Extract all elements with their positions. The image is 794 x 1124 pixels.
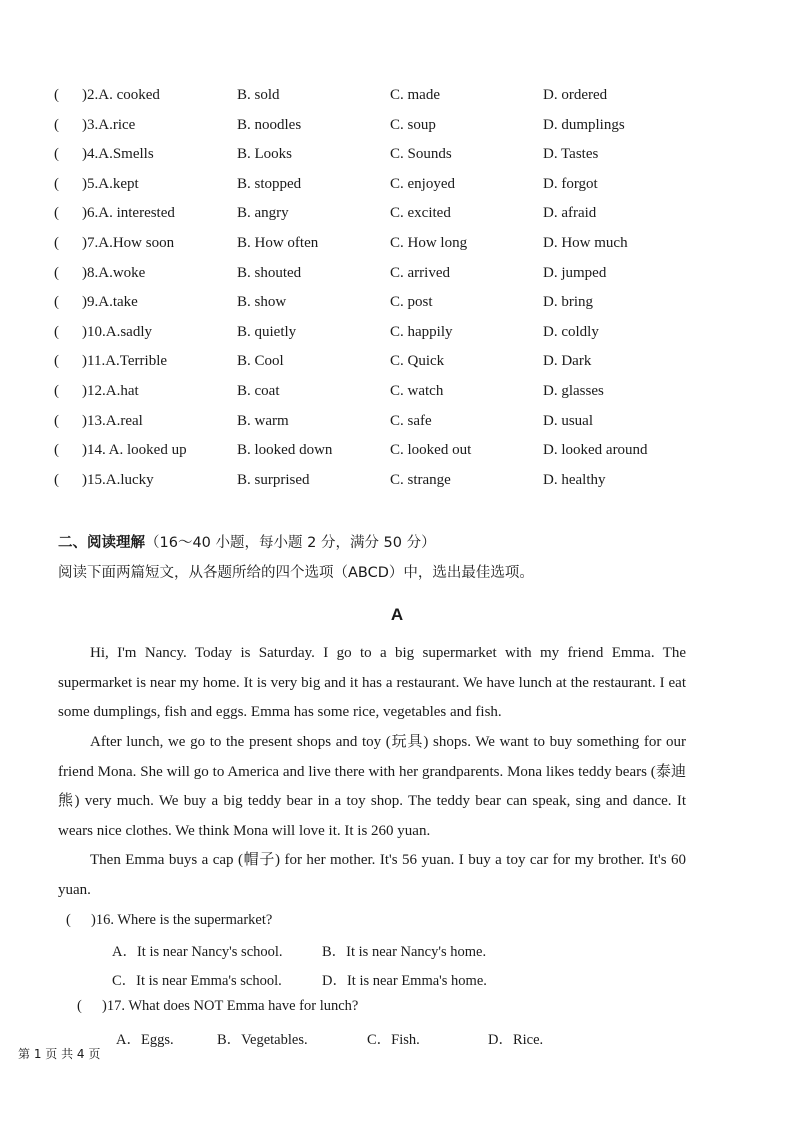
- cloze-option-c[interactable]: C. happily: [390, 323, 453, 340]
- cloze-row: [0, 324, 794, 350]
- cloze-row: [0, 205, 794, 231]
- cloze-option-a[interactable]: )6.A. interested: [82, 205, 175, 222]
- answer-blank[interactable]: (: [54, 442, 59, 459]
- answer-blank[interactable]: (: [54, 412, 59, 429]
- cloze-option-d[interactable]: D. coldly: [543, 323, 599, 340]
- cloze-option-d[interactable]: D. usual: [543, 412, 593, 429]
- answer-blank[interactable]: (: [54, 323, 59, 340]
- cloze-row: [0, 413, 794, 439]
- cloze-row: [0, 383, 794, 409]
- answer-blank[interactable]: (: [54, 87, 59, 103]
- section-instruction: 阅读下面两篇短文，从各题所给的四个选项（ABCD）中，选出最佳选项。: [58, 565, 534, 581]
- cloze-row: [0, 176, 794, 202]
- cloze-option-c[interactable]: C. arrived: [390, 264, 450, 281]
- cloze-option-c[interactable]: C. Quick: [390, 353, 445, 370]
- cloze-option-d[interactable]: D. Dark: [543, 353, 592, 370]
- cloze-row: [0, 146, 794, 172]
- answer-blank-q16[interactable]: (: [66, 912, 71, 928]
- cloze-option-d[interactable]: D. jumped: [543, 264, 607, 281]
- question-16-option-b[interactable]: B．It is near Nancy's home.: [322, 944, 487, 960]
- answer-blank[interactable]: (: [54, 383, 59, 399]
- cloze-option-d[interactable]: D. bring: [543, 294, 593, 311]
- cloze-option-a[interactable]: )8.A.woke: [82, 264, 146, 281]
- answer-blank[interactable]: (: [54, 294, 59, 311]
- cloze-option-b[interactable]: B. looked down: [237, 442, 333, 459]
- cloze-option-d[interactable]: D. forgot: [543, 175, 598, 192]
- cloze-row: [0, 353, 794, 379]
- cloze-option-a[interactable]: )7.A.How soon: [82, 235, 175, 251]
- cloze-option-c[interactable]: C. post: [390, 294, 433, 311]
- cloze-option-b[interactable]: B. warm: [237, 412, 289, 429]
- cloze-option-a[interactable]: )9.A.take: [82, 294, 138, 311]
- cloze-option-d[interactable]: D. looked around: [543, 442, 648, 459]
- question-16-stem: )16. Where is the supermarket?: [91, 912, 273, 928]
- answer-blank[interactable]: (: [54, 205, 59, 222]
- cloze-row: [0, 294, 794, 320]
- passage-paragraph-1: Hi, I'm Nancy. Today is Saturday. I go to a big supermarket with my friend Emma. The supermarket is near my home. It is very big and it has a restaurant. We have lunch at the restaurant. I eat some dumplings, fish and eggs. Emma has some rice, vegetables and fish.: [58, 645, 686, 720]
- cloze-row: [0, 265, 794, 291]
- cloze-option-a[interactable]: )3.A.rice: [82, 116, 136, 133]
- passage-title: A: [390, 605, 404, 624]
- cloze-option-b[interactable]: B. Looks: [237, 146, 293, 163]
- cloze-option-a[interactable]: )2.A. cooked: [82, 87, 160, 103]
- cloze-option-d[interactable]: D. ordered: [543, 87, 608, 103]
- cloze-option-c[interactable]: C. watch: [390, 383, 444, 399]
- cloze-row: [0, 87, 794, 113]
- question-17-option-b[interactable]: B．Vegetables.: [217, 1032, 308, 1048]
- cloze-row: [0, 117, 794, 143]
- cloze-option-c[interactable]: C. looked out: [390, 442, 472, 459]
- answer-blank[interactable]: (: [54, 175, 59, 192]
- section-title-rest: （16～40 小题，每小题 2 分，满分 50 分）: [145, 535, 436, 551]
- cloze-option-c[interactable]: C. enjoyed: [390, 175, 455, 192]
- cloze-option-b[interactable]: B. quietly: [237, 323, 297, 340]
- cloze-option-a[interactable]: )12.A.hat: [82, 383, 139, 399]
- page-footer: 第 1 页 共 4 页: [18, 1047, 101, 1061]
- answer-blank[interactable]: (: [54, 146, 59, 163]
- passage-paragraph-3: Then Emma buys a cap (帽子) for her mother. It's 56 yuan. I buy a toy car for my brother. It's 60 yuan.: [58, 852, 686, 898]
- cloze-option-a[interactable]: )11.A.Terrible: [82, 353, 168, 370]
- cloze-row: [0, 442, 794, 468]
- cloze-option-d[interactable]: D. afraid: [543, 205, 597, 222]
- answer-blank[interactable]: (: [54, 235, 59, 251]
- question-17-option-a[interactable]: A．Eggs.: [116, 1032, 174, 1048]
- cloze-option-d[interactable]: D. Tastes: [543, 146, 599, 163]
- answer-blank[interactable]: (: [54, 471, 59, 488]
- cloze-option-a[interactable]: )15.A.lucky: [82, 471, 154, 488]
- cloze-option-c[interactable]: C. safe: [390, 412, 432, 429]
- cloze-option-a[interactable]: )5.A.kept: [82, 175, 139, 192]
- cloze-option-d[interactable]: D. How much: [543, 235, 628, 251]
- answer-blank[interactable]: (: [54, 116, 59, 133]
- cloze-option-a[interactable]: )10.A.sadly: [82, 323, 152, 340]
- cloze-option-d[interactable]: D. healthy: [543, 471, 606, 488]
- cloze-option-b[interactable]: B. noodles: [237, 116, 302, 133]
- cloze-option-b[interactable]: B. How often: [237, 235, 319, 251]
- cloze-option-c[interactable]: C. How long: [390, 235, 468, 251]
- question-17-option-c[interactable]: C．Fish.: [367, 1032, 420, 1048]
- section-title-bold: 二、阅读理解: [58, 535, 145, 551]
- question-17-option-d[interactable]: D．Rice.: [488, 1032, 544, 1048]
- cloze-option-b[interactable]: B. shouted: [237, 264, 302, 281]
- cloze-option-b[interactable]: B. show: [237, 294, 287, 311]
- cloze-option-a[interactable]: )4.A.Smells: [82, 146, 154, 163]
- cloze-option-d[interactable]: D. dumplings: [543, 116, 625, 133]
- cloze-option-c[interactable]: C. excited: [390, 205, 451, 222]
- cloze-option-c[interactable]: C. soup: [390, 116, 436, 133]
- cloze-option-b[interactable]: B. Cool: [237, 353, 284, 370]
- cloze-option-a[interactable]: )13.A.real: [82, 412, 143, 429]
- cloze-option-d[interactable]: D. glasses: [543, 383, 604, 399]
- cloze-option-c[interactable]: C. made: [390, 87, 440, 103]
- cloze-option-b[interactable]: B. coat: [237, 383, 280, 399]
- cloze-option-c[interactable]: C. Sounds: [390, 146, 452, 163]
- passage-paragraph-2: After lunch, we go to the present shops and toy (玩具) shops. We want to buy something for our friend Mona. She will go to America and live there with her grandparents. Mona likes teddy bears (泰迪熊) very much. We buy a big teddy bear in a toy shop. The teddy bear can speak, sing and dance. It wears nice clothes. We think Mona will love it. It is 260 yuan.: [58, 734, 686, 839]
- cloze-option-b[interactable]: B. angry: [237, 205, 289, 222]
- cloze-option-b[interactable]: B. surprised: [237, 471, 310, 488]
- question-16-option-a[interactable]: A．It is near Nancy's school.: [112, 944, 283, 960]
- answer-blank[interactable]: (: [54, 264, 59, 281]
- cloze-row: [0, 235, 794, 261]
- question-16-option-d[interactable]: D．It is near Emma's home.: [322, 973, 487, 989]
- question-16-option-c[interactable]: C．It is near Emma's school.: [112, 973, 282, 989]
- section-title: [58, 531, 436, 552]
- cloze-option-b[interactable]: B. stopped: [237, 175, 302, 192]
- answer-blank[interactable]: (: [54, 353, 59, 370]
- cloze-row: [0, 472, 794, 498]
- cloze-option-c[interactable]: C. strange: [390, 471, 451, 488]
- answer-blank-q17[interactable]: (: [77, 998, 82, 1014]
- question-17-stem: )17. What does NOT Emma have for lunch?: [102, 998, 359, 1014]
- cloze-option-b[interactable]: B. sold: [237, 87, 280, 103]
- cloze-option-a[interactable]: )14. A. looked up: [82, 442, 187, 459]
